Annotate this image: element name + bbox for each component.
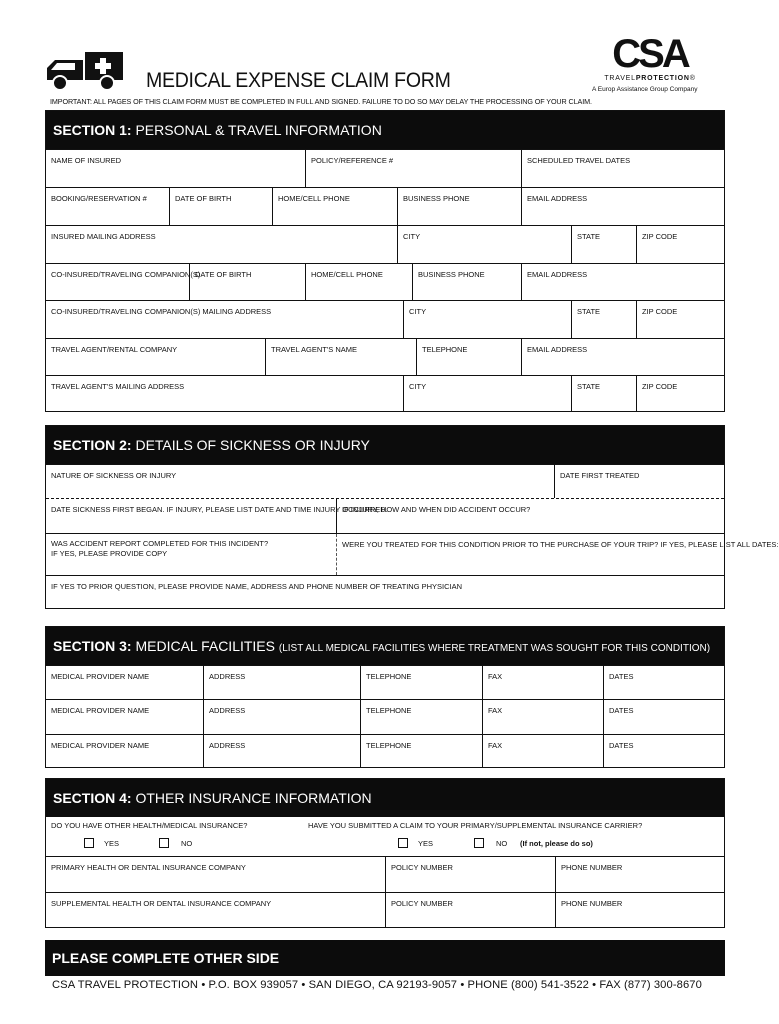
field-label: NAME OF INSURED (51, 156, 122, 165)
section-3 (45, 626, 725, 768)
field-label: FAX (488, 741, 503, 750)
other-insurance-yes-checkbox[interactable] (84, 838, 94, 848)
field-label: ADDRESS (209, 672, 246, 681)
travel-agent-state-field[interactable] (571, 376, 636, 411)
travel-agent-city-field[interactable] (403, 376, 571, 411)
provider-dates-field[interactable] (603, 666, 724, 699)
provider-address-field[interactable] (203, 735, 360, 767)
travel-agent-mailing-address-field[interactable] (46, 376, 403, 411)
field-label: PHONE NUMBER (561, 899, 623, 908)
form-title: MEDICAL EXPENSE CLAIM FORM (146, 69, 451, 92)
provider-row (46, 699, 724, 734)
field-label: EMAIL ADDRESS (527, 270, 588, 279)
field-label: PRIMARY HEALTH OR DENTAL INSURANCE COMPANY (51, 863, 246, 872)
form-row (46, 300, 724, 338)
provider-telephone-field[interactable] (360, 735, 482, 767)
section-3-number: SECTION 3: (53, 638, 132, 654)
provider-telephone-field[interactable] (360, 700, 482, 734)
field-label: TELEPHONE (422, 345, 468, 354)
field-label: TRAVEL AGENT'S MAILING ADDRESS (51, 382, 185, 391)
field-label: BUSINESS PHONE (403, 194, 470, 203)
field-label: WAS ACCIDENT REPORT COMPLETED FOR THIS INCIDENT? (51, 539, 269, 548)
form-row (46, 263, 724, 300)
primary-phone-number-field[interactable] (555, 857, 724, 892)
field-label: POLICY/REFERENCE # (311, 156, 394, 165)
companion-business-phone-field[interactable] (412, 264, 521, 300)
travel-agent-company-field[interactable] (46, 339, 265, 375)
form-row (46, 375, 724, 411)
field-label: POLICY NUMBER (391, 863, 453, 872)
submitted-claim-question: HAVE YOU SUBMITTED A CLAIM TO YOUR PRIMARY/SUPPLEMENTAL INSURANCE CARRIER? (308, 821, 643, 830)
section-4-title: OTHER INSURANCE INFORMATION (135, 790, 372, 806)
field-label: NATURE OF SICKNESS OR INJURY (51, 471, 177, 480)
companion-state-field[interactable] (571, 301, 636, 338)
complete-other-side-banner: PLEASE COMPLETE OTHER SIDE (45, 940, 725, 976)
supplemental-policy-number-field[interactable] (385, 893, 555, 927)
field-label: SCHEDULED TRAVEL DATES (527, 156, 631, 165)
logo-tagline (600, 75, 700, 82)
field-label: STATE (577, 232, 601, 241)
logo-wordmark: CSA (612, 32, 688, 76)
form-row (46, 892, 724, 927)
provider-dates-field[interactable] (603, 700, 724, 734)
yes-label: YES (418, 839, 434, 848)
provider-fax-field[interactable] (482, 735, 603, 767)
field-label: CITY (409, 382, 427, 391)
checkbox-row (46, 834, 724, 856)
companion-date-of-birth-field[interactable] (189, 264, 305, 300)
companion-home-cell-phone-field[interactable] (305, 264, 412, 300)
insured-mailing-address-field[interactable] (46, 226, 397, 263)
field-label: DATES (609, 672, 634, 681)
field-label: TELEPHONE (366, 706, 412, 715)
yes-label: YES (104, 839, 120, 848)
field-label: MEDICAL PROVIDER NAME (51, 706, 150, 715)
treating-physician-field[interactable] (46, 576, 724, 608)
zip-code-field[interactable] (636, 226, 724, 263)
co-insured-field[interactable] (46, 264, 201, 300)
field-label: ADDRESS (209, 706, 246, 715)
field-label: ADDRESS (209, 741, 246, 750)
field-label: DATE OF BIRTH (195, 270, 252, 279)
treated-prior-field[interactable] (336, 534, 779, 575)
field-label: TELEPHONE (366, 672, 412, 681)
field-label: EMAIL ADDRESS (527, 345, 588, 354)
if-not-note: (If not, please do so) (520, 839, 593, 848)
field-label: ZIP CODE (642, 307, 678, 316)
contact-address-line: CSA TRAVEL PROTECTION • P.O. BOX 939057 • SAN DIEGO, CA 92193-9057 • PHONE (800) 541-3522 • FAX (877) 300-8670 (52, 979, 702, 991)
form-row (46, 225, 724, 263)
field-label: DATE FIRST TREATED (560, 471, 640, 480)
field-label: DATES (609, 741, 634, 750)
field-label: TELEPHONE (366, 741, 412, 750)
provider-row (46, 734, 724, 767)
travel-agent-telephone-field[interactable] (416, 339, 521, 375)
provider-fax-field[interactable] (482, 666, 603, 699)
field-label: DATE SICKNESS FIRST BEGAN. IF INJURY, PLEASE LIST DATE AND TIME INJURY OCCURRED. (51, 505, 388, 514)
section-3-title: MEDICAL FACILITIES (135, 638, 275, 654)
supplemental-insurance-company-field[interactable] (46, 893, 385, 927)
field-label: TRAVEL AGENT'S NAME (271, 345, 358, 354)
field-label: HOME/CELL PHONE (311, 270, 383, 279)
provider-dates-field[interactable] (603, 735, 724, 767)
section-1 (45, 110, 725, 412)
co-insured-mailing-address-field[interactable] (46, 301, 403, 338)
section-3-header (46, 627, 724, 665)
provider-fax-field[interactable] (482, 700, 603, 734)
name-of-insured-field[interactable] (46, 150, 305, 187)
accident-how-when-field[interactable] (336, 499, 724, 533)
field-label: FAX (488, 706, 503, 715)
provider-row (46, 665, 724, 699)
section-4 (45, 778, 725, 928)
date-first-treated-field[interactable] (554, 465, 724, 498)
field-label: STATE (577, 382, 601, 391)
section-1-number: SECTION 1: (53, 122, 132, 138)
form-row (46, 187, 724, 225)
field-label: MEDICAL PROVIDER NAME (51, 741, 150, 750)
section-2-number: SECTION 2: (53, 437, 132, 453)
important-notice: IMPORTANT: ALL PAGES OF THIS CLAIM FORM MUST BE COMPLETED IN FULL AND SIGNED. FAILURE TO DO SO MAY DELAY THE PROCESSING OF YOUR CLAIM. (50, 97, 592, 106)
section-2 (45, 425, 779, 609)
field-label: BOOKING/RESERVATION # (51, 194, 147, 203)
other-insurance-question: DO YOU HAVE OTHER HEALTH/MEDICAL INSURANCE? (51, 821, 248, 830)
email-address-field[interactable] (521, 188, 724, 225)
field-label: ZIP CODE (642, 232, 678, 241)
field-label: BUSINESS PHONE (418, 270, 485, 279)
csa-logo (592, 32, 708, 93)
field-label: EMAIL ADDRESS (527, 194, 588, 203)
booking-reservation-field[interactable] (46, 188, 169, 225)
section-1-header (46, 111, 724, 149)
section-1-title: PERSONAL & TRAVEL INFORMATION (135, 122, 382, 138)
provider-address-field[interactable] (203, 666, 360, 699)
travel-agent-name-field[interactable] (265, 339, 416, 375)
field-label: WERE YOU TREATED FOR THIS CONDITION PRIOR TO THE PURCHASE OF YOUR TRIP? IF YES, PLEASE LIST ALL DATES: (342, 540, 779, 549)
city-field[interactable] (397, 226, 571, 263)
provider-telephone-field[interactable] (360, 666, 482, 699)
home-cell-phone-field[interactable] (272, 188, 397, 225)
form-row (46, 464, 724, 498)
section-3-note: (LIST ALL MEDICAL FACILITIES WHERE TREATMENT WAS SOUGHT FOR THIS CONDITION) (278, 643, 711, 654)
field-label: STATE (577, 307, 601, 316)
field-label: CO-INSURED/TRAVELING COMPANION(S) MAILING ADDRESS (51, 307, 272, 316)
ambulance-icon (45, 50, 125, 92)
field-label: CO-INSURED/TRAVELING COMPANION(S) (51, 270, 201, 279)
section-2-header (46, 426, 724, 464)
form-row (46, 856, 724, 892)
section-4-number: SECTION 4: (53, 790, 132, 806)
section-4-header (46, 779, 724, 817)
logo-protection: PROTECTION (635, 75, 690, 82)
no-label: NO (496, 839, 508, 848)
field-label: MEDICAL PROVIDER NAME (51, 672, 150, 681)
field-label: IF INJURY, HOW AND WHEN DID ACCIDENT OCCUR? (342, 505, 531, 514)
field-label: DATES (609, 706, 634, 715)
field-label: IF YES TO PRIOR QUESTION, PLEASE PROVIDE NAME, ADDRESS AND PHONE NUMBER OF TREATING PHYSICIAN (51, 582, 463, 591)
primary-policy-number-field[interactable] (385, 857, 555, 892)
state-field[interactable] (571, 226, 636, 263)
section-2-title: DETAILS OF SICKNESS OR INJURY (135, 437, 370, 453)
field-label: TRAVEL AGENT/RENTAL COMPANY (51, 345, 178, 354)
form-row (46, 533, 779, 575)
companion-zip-code-field[interactable] (636, 301, 724, 338)
provider-name-field[interactable] (46, 735, 203, 767)
form-row (46, 149, 724, 187)
date-sickness-began-field[interactable] (46, 499, 388, 533)
field-label: ZIP CODE (642, 382, 678, 391)
accident-report-field[interactable] (46, 534, 336, 575)
nature-of-sickness-field[interactable] (46, 465, 554, 498)
policy-reference-field[interactable] (305, 150, 521, 187)
business-phone-field[interactable] (397, 188, 521, 225)
supplemental-phone-number-field[interactable] (555, 893, 724, 927)
provider-name-field[interactable] (46, 700, 203, 734)
field-label: DATE OF BIRTH (175, 194, 232, 203)
field-label: FAX (488, 672, 503, 681)
logo-tm: ® (689, 75, 696, 82)
field-label: PHONE NUMBER (561, 863, 623, 872)
logo-subtitle: A Europ Assistance Group Company (592, 86, 698, 93)
field-label: HOME/CELL PHONE (278, 194, 350, 203)
question-row (46, 817, 724, 834)
travel-agent-zip-code-field[interactable] (636, 376, 724, 411)
field-label: POLICY NUMBER (391, 899, 453, 908)
primary-insurance-company-field[interactable] (46, 857, 385, 892)
field-label: INSURED MAILING ADDRESS (51, 232, 156, 241)
submitted-claim-yes-checkbox[interactable] (398, 838, 408, 848)
form-row (46, 338, 724, 375)
field-label: SUPPLEMENTAL HEALTH OR DENTAL INSURANCE COMPANY (51, 899, 272, 908)
field-label: IF YES, PLEASE PROVIDE COPY (51, 548, 168, 558)
logo-travel: TRAVEL (604, 75, 636, 82)
submitted-claim-no-checkbox[interactable] (474, 838, 484, 848)
companion-city-field[interactable] (403, 301, 571, 338)
field-label: CITY (403, 232, 421, 241)
no-label: NO (181, 839, 193, 848)
date-of-birth-field[interactable] (169, 188, 272, 225)
companion-email-field[interactable] (521, 264, 724, 300)
scheduled-travel-dates-field[interactable] (521, 150, 724, 187)
provider-address-field[interactable] (203, 700, 360, 734)
field-label: CITY (409, 307, 427, 316)
form-row (46, 498, 724, 533)
form-row (46, 575, 724, 608)
provider-name-field[interactable] (46, 666, 203, 699)
other-insurance-no-checkbox[interactable] (159, 838, 169, 848)
travel-agent-email-field[interactable] (521, 339, 724, 375)
